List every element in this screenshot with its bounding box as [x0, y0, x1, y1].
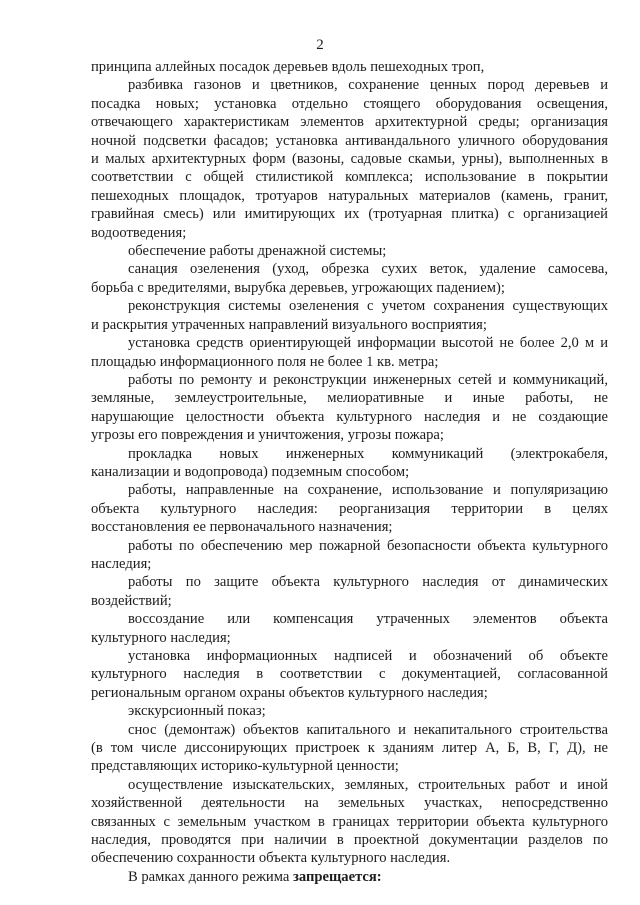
- text-line: санация озеленения (уход, обрезка сухих веток, удаление самосева,: [128, 261, 608, 278]
- text-line: культурного наследия;: [91, 629, 231, 646]
- text-line: пешеходных площадок, тротуаров натуральных материалов (камень, гранит,: [91, 187, 608, 204]
- closing-bold-text: запрещается:: [293, 868, 382, 885]
- text-line: обеспечение работы дренажной системы;: [128, 243, 387, 260]
- text-line: соответствии с общей стилистикой комплекса; использование в покрытии: [91, 169, 608, 186]
- text-line: канализации и водопровода) подземным способом;: [91, 463, 410, 480]
- text-line: объекта культурного наследия: реорганизация территории в целях: [91, 500, 608, 517]
- text-line: и раскрытия утраченных направлений визуального восприятия;: [91, 316, 487, 333]
- text-line: представляющих историко-культурной ценности;: [91, 758, 399, 775]
- text-line: наследия;: [91, 555, 152, 572]
- text-line: посадка новых; установка отдельно стоящего оборудования освещения,: [91, 95, 608, 112]
- closing-paragraph: [91, 868, 608, 886]
- text-line: работы по защите объекта культурного наследия от динамических: [128, 574, 608, 591]
- text-line: наследия, проводятся при наличии в проектной документации разделов по: [91, 832, 608, 849]
- text-line: экскурсионный показ;: [128, 703, 266, 720]
- text-line: воздействий;: [91, 592, 172, 609]
- text-line: площадью информационного поля не более 1 кв. метра;: [91, 353, 439, 370]
- page-number: 2: [316, 37, 324, 53]
- text-line: отвечающего характеристикам элементов архитектурной среды; организация: [91, 114, 608, 131]
- text-line: нарушающие целостности объекта культурного наследия и не создающие: [91, 408, 608, 425]
- paragraph: [91, 537, 608, 574]
- text-line: разбивка газонов и цветников, сохранение ценных пород деревьев и: [128, 77, 608, 94]
- paragraph: [91, 445, 608, 482]
- text-line: (в том числе диссонирующих пристроек к зданиям литер А, Б, В, Г, Д), не: [91, 740, 608, 757]
- text-line: снос (демонтаж) объектов капитального и некапитального строительства: [128, 721, 608, 738]
- paragraph: [91, 610, 608, 647]
- paragraph: [91, 371, 608, 445]
- text-line: принципа аллейных посадок деревьев вдоль пешеходных троп,: [91, 59, 485, 75]
- text-line: работы по ремонту и реконструкции инженерных сетей и коммуникаций,: [128, 371, 608, 388]
- closing-text: В рамках данного режима: [128, 868, 293, 885]
- text-line: работы по обеспечению мер пожарной безопасности объекта культурного: [128, 537, 608, 554]
- text-line: обеспечению сохранности объекта культурного наследия.: [91, 850, 451, 867]
- text-line: и малых архитектурных форм (вазоны, садовые скамьи, урны), выполненных в: [91, 151, 608, 168]
- text-line: установка информационных надписей и обозначений об объекте: [128, 648, 608, 664]
- text-line: восстановления ее первоначального назначения;: [91, 519, 393, 536]
- text-line: связанных с земельным участком в границах территории объекта культурного: [91, 813, 608, 830]
- text-line: культурного наследия в соответствии с документацией, согласованной: [91, 666, 608, 683]
- paragraph: [91, 776, 608, 868]
- closing-line: [91, 868, 608, 886]
- text-line: региональным органом охраны объектов культурного наследия;: [91, 684, 488, 701]
- paragraph: [91, 58, 608, 76]
- text-line: ночной подсветки фасадов; установка антивандального уличного оборудования: [91, 132, 608, 149]
- paragraph: [91, 647, 608, 702]
- text-line: земляные, землеустроительные, мелиоративные и иные работы, не: [91, 390, 608, 407]
- paragraph: [91, 297, 608, 334]
- document-body: [91, 58, 608, 886]
- text-line: установка средств ориентирующей информации высотой не более 2,0 м и: [128, 335, 608, 352]
- paragraph: [91, 721, 608, 776]
- text-line: воссоздание или компенсация утраченных элементов объекта: [128, 611, 608, 628]
- paragraph: [91, 702, 608, 720]
- paragraph: [91, 260, 608, 297]
- text-line: осуществление изыскательских, земляных, строительных работ и иной: [128, 776, 608, 793]
- text-line: водоотведения;: [91, 224, 187, 241]
- paragraph: [91, 334, 608, 371]
- paragraph: [91, 481, 608, 536]
- text-line: работы, направленные на сохранение, использование и популяризацию: [128, 482, 608, 499]
- text-line: борьба с вредителями, вырубка деревьев, угрожающих падением);: [91, 279, 505, 296]
- paragraph: [91, 242, 608, 260]
- text-line: хозяйственной деятельности на земельных участках, непосредственно: [91, 795, 608, 812]
- paragraph: [91, 573, 608, 610]
- text-line: угрозы его повреждения и уничтожения, угрозы пожара;: [91, 427, 444, 444]
- paragraph: [91, 76, 608, 242]
- text-line: реконструкция системы озеленения с учетом сохранения существующих: [128, 298, 608, 315]
- text-line: гравийная смесь) или имитирующих их (тротуарная плитка) с организацией: [91, 206, 608, 223]
- text-line: прокладка новых инженерных коммуникаций (электрокабеля,: [128, 445, 608, 462]
